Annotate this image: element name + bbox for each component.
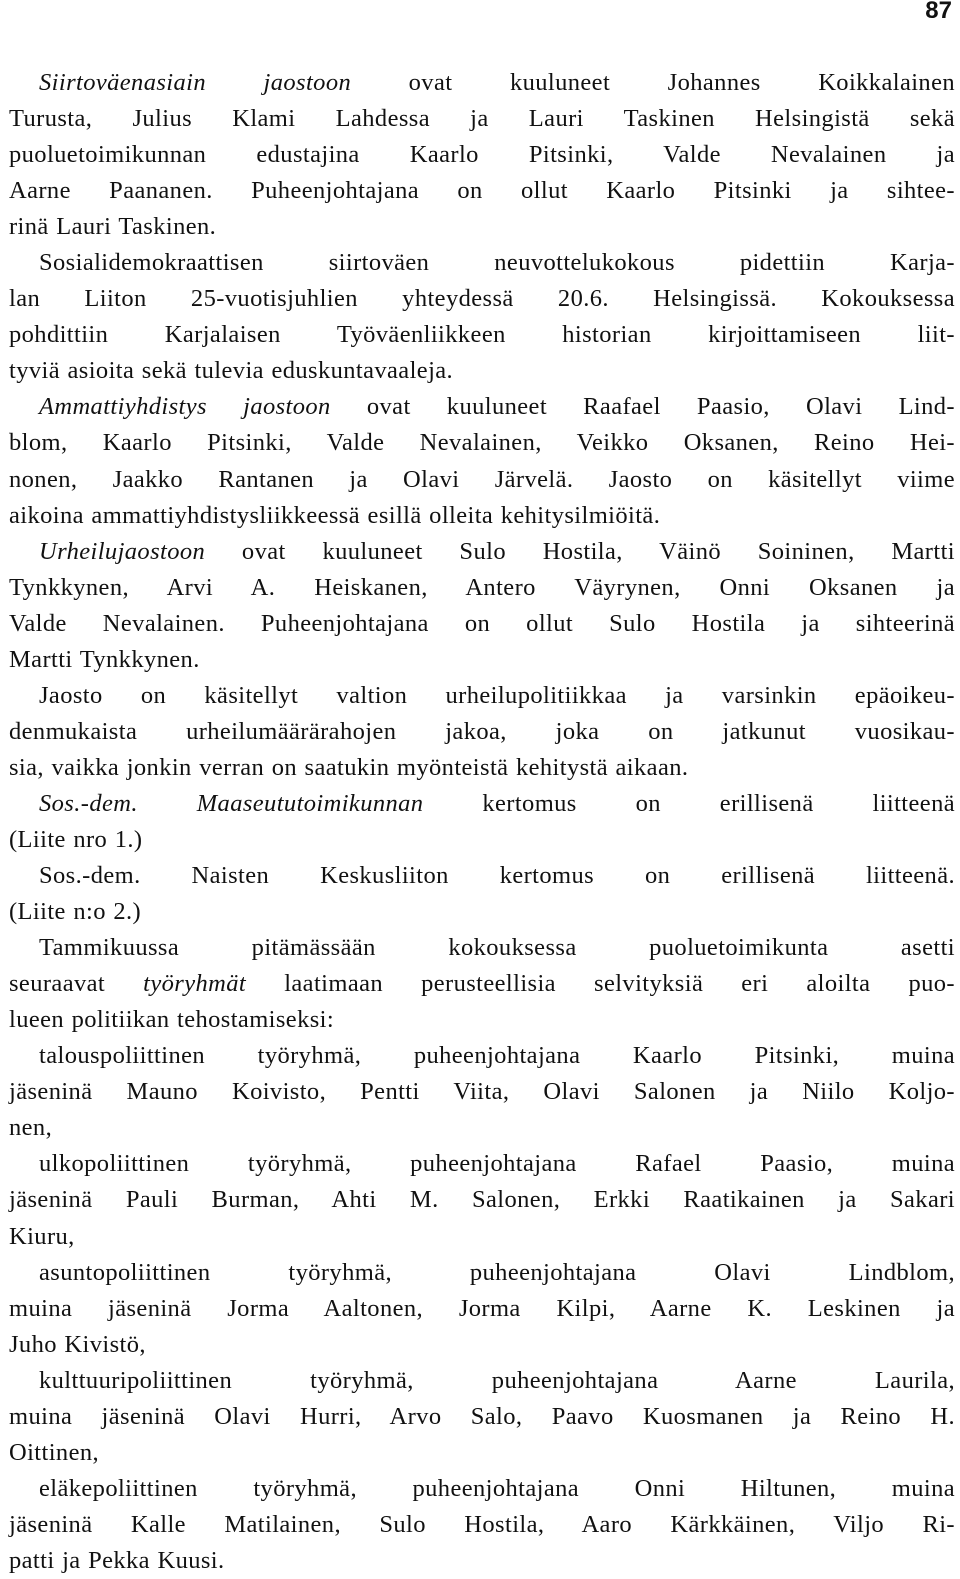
text-line bbox=[9, 1543, 955, 1579]
text-segment: Valde Nevalainen. Puheenjohtajana on ollut Sulo Hostila ja sihteerinä bbox=[9, 609, 955, 637]
italic-text: työryhmät bbox=[143, 970, 247, 998]
text-line bbox=[9, 750, 955, 786]
text-segment: rinä Lauri Taskinen. bbox=[9, 213, 217, 241]
text-segment: Sosialidemokraattisen siirtoväen neuvottelukokous pidettiin Karja- bbox=[39, 249, 955, 277]
text-line bbox=[9, 1507, 955, 1543]
text-line bbox=[9, 822, 955, 858]
text-line bbox=[9, 714, 955, 750]
text-segment: kulttuuripoliittinen työryhmä, puheenjohtajana Aarne Laurila, bbox=[39, 1366, 955, 1394]
text-segment: Oittinen, bbox=[9, 1438, 100, 1466]
text-segment: jäseninä Mauno Koivisto, Pentti Viita, Olavi Salonen ja Niilo Koljo- bbox=[9, 1078, 955, 1106]
text-line bbox=[9, 65, 955, 101]
text-line bbox=[9, 966, 955, 1002]
text-segment: (Liite nro 1.) bbox=[9, 825, 143, 853]
text-line bbox=[9, 606, 955, 642]
text-segment: eläkepoliittinen työryhmä, puheenjohtajana Onni Hiltunen, muina bbox=[39, 1474, 955, 1502]
text-line bbox=[9, 281, 955, 317]
text-line bbox=[9, 894, 955, 930]
text-segment: Martti Tynkkynen. bbox=[9, 645, 200, 673]
italic-text: Ammattiyhdistys jaostoon bbox=[39, 393, 331, 421]
text-line bbox=[9, 642, 955, 678]
text-segment: jäseninä Kalle Matilainen, Sulo Hostila, Aaro Kärkkäinen, Viljo Ri- bbox=[9, 1510, 955, 1538]
text-line bbox=[9, 1327, 955, 1363]
text-line bbox=[9, 425, 955, 461]
text-segment: laatimaan perusteellisia selvityksiä eri aloilta puo- bbox=[246, 970, 955, 998]
text-line bbox=[9, 245, 955, 281]
text-segment: Kiuru, bbox=[9, 1222, 75, 1250]
text-segment: blom, Kaarlo Pitsinki, Valde Nevalainen, Veikko Oksanen, Reino Hei- bbox=[9, 429, 955, 457]
text-segment: Aarne Paananen. Puheenjohtajana on ollut Kaarlo Pitsinki ja sihtee- bbox=[9, 177, 955, 205]
text-segment: kertomus on erillisenä liitteenä bbox=[423, 789, 955, 817]
text-segment: nen, bbox=[9, 1114, 53, 1142]
text-line bbox=[9, 570, 955, 606]
text-line bbox=[9, 137, 955, 173]
text-line bbox=[9, 534, 955, 570]
text-segment: muina jäseninä Jorma Aaltonen, Jorma Kilpi, Aarne K. Leskinen ja bbox=[9, 1294, 955, 1322]
text-line bbox=[9, 786, 955, 822]
text-segment: ovat kuuluneet Raafael Paasio, Olavi Lind- bbox=[330, 393, 955, 421]
text-line bbox=[9, 1146, 955, 1182]
text-line bbox=[9, 1110, 955, 1146]
text-line bbox=[9, 1002, 955, 1038]
text-line bbox=[9, 1399, 955, 1435]
text-line bbox=[9, 678, 955, 714]
text-segment: lan Liiton 25-vuotisjuhlien yhteydessä 20.6. Helsingissä. Kokouksessa bbox=[9, 285, 955, 313]
text-segment: (Liite n:o 2.) bbox=[9, 898, 142, 926]
text-line bbox=[9, 1363, 955, 1399]
text-segment: aikoina ammattiyhdistysliikkeessä esillä olleita kehitysilmiöitä. bbox=[9, 501, 661, 529]
text-segment: nonen, Jaakko Rantanen ja Olavi Järvelä. Jaosto on käsitellyt viime bbox=[9, 465, 955, 493]
text-line bbox=[9, 173, 955, 209]
text-segment: Sos.-dem. Naisten Keskusliiton kertomus on erillisenä liitteenä. bbox=[39, 862, 955, 890]
text-line bbox=[9, 1435, 955, 1471]
document-body bbox=[9, 65, 955, 1579]
text-segment: tyviä asioita sekä tulevia eduskuntavaaleja. bbox=[9, 357, 454, 385]
text-segment: sia, vaikka jonkin verran on saatukin myönteistä kehitystä aikaan. bbox=[9, 753, 689, 781]
text-line bbox=[9, 353, 955, 389]
text-line bbox=[9, 101, 955, 137]
italic-text: Siirtoväenasiain jaostoon bbox=[39, 69, 352, 96]
italic-text: Sos.-dem. Maaseututoimikunnan bbox=[39, 789, 424, 817]
page-number: 87 bbox=[925, 0, 952, 24]
text-segment: patti ja Pekka Kuusi. bbox=[9, 1546, 225, 1574]
text-line bbox=[9, 389, 955, 425]
text-segment: denmukaista urheilumäärärahojen jakoa, joka on jatkunut vuosikau- bbox=[9, 717, 955, 745]
text-line bbox=[9, 930, 955, 966]
text-segment: jäseninä Pauli Burman, Ahti M. Salonen, Erkki Raatikainen ja Sakari bbox=[9, 1186, 955, 1214]
text-line bbox=[9, 317, 955, 353]
text-line bbox=[9, 462, 955, 498]
text-segment: Turusta, Julius Klami Lahdessa ja Lauri Taskinen Helsingistä sekä bbox=[9, 105, 955, 133]
text-segment: seuraavat bbox=[9, 970, 144, 998]
text-line bbox=[9, 1074, 955, 1110]
text-segment: asuntopoliittinen työryhmä, puheenjohtajana Olavi Lindblom, bbox=[39, 1258, 955, 1286]
text-segment: ovat kuuluneet Sulo Hostila, Väinö Soininen, Martti bbox=[205, 537, 955, 565]
text-segment: Tynkkynen, Arvi A. Heiskanen, Antero Väyrynen, Onni Oksanen ja bbox=[9, 573, 955, 601]
text-line bbox=[9, 498, 955, 534]
text-line bbox=[9, 1291, 955, 1327]
text-segment: lueen politiikan tehostamiseksi: bbox=[9, 1006, 335, 1034]
text-segment: Juho Kivistö, bbox=[9, 1330, 146, 1358]
text-line bbox=[9, 1182, 955, 1218]
text-line bbox=[9, 1219, 955, 1255]
text-segment: pohdittiin Karjalaisen Työväenliikkeen historian kirjoittamiseen liit- bbox=[9, 321, 955, 349]
text-line bbox=[9, 1038, 955, 1074]
text-line bbox=[9, 1255, 955, 1291]
text-line bbox=[9, 858, 955, 894]
text-segment: Jaosto on käsitellyt valtion urheilupolitiikkaa ja varsinkin epäoikeu- bbox=[39, 681, 955, 709]
italic-text: Urheilujaostoon bbox=[39, 537, 206, 565]
text-segment: ovat kuuluneet Johannes Koikkalainen bbox=[351, 69, 955, 96]
text-segment: talouspoliittinen työryhmä, puheenjohtajana Kaarlo Pitsinki, muina bbox=[39, 1042, 955, 1070]
text-line bbox=[9, 209, 955, 245]
text-segment: puoluetoimikunnan edustajina Kaarlo Pitsinki, Valde Nevalainen ja bbox=[9, 141, 955, 169]
text-line bbox=[9, 1471, 955, 1507]
text-segment: muina jäseninä Olavi Hurri, Arvo Salo, Paavo Kuosmanen ja Reino H. bbox=[9, 1402, 955, 1430]
text-segment: ulkopoliittinen työryhmä, puheenjohtajana Rafael Paasio, muina bbox=[39, 1150, 955, 1178]
text-segment: Tammikuussa pitämässään kokouksessa puoluetoimikunta asetti bbox=[39, 934, 955, 962]
